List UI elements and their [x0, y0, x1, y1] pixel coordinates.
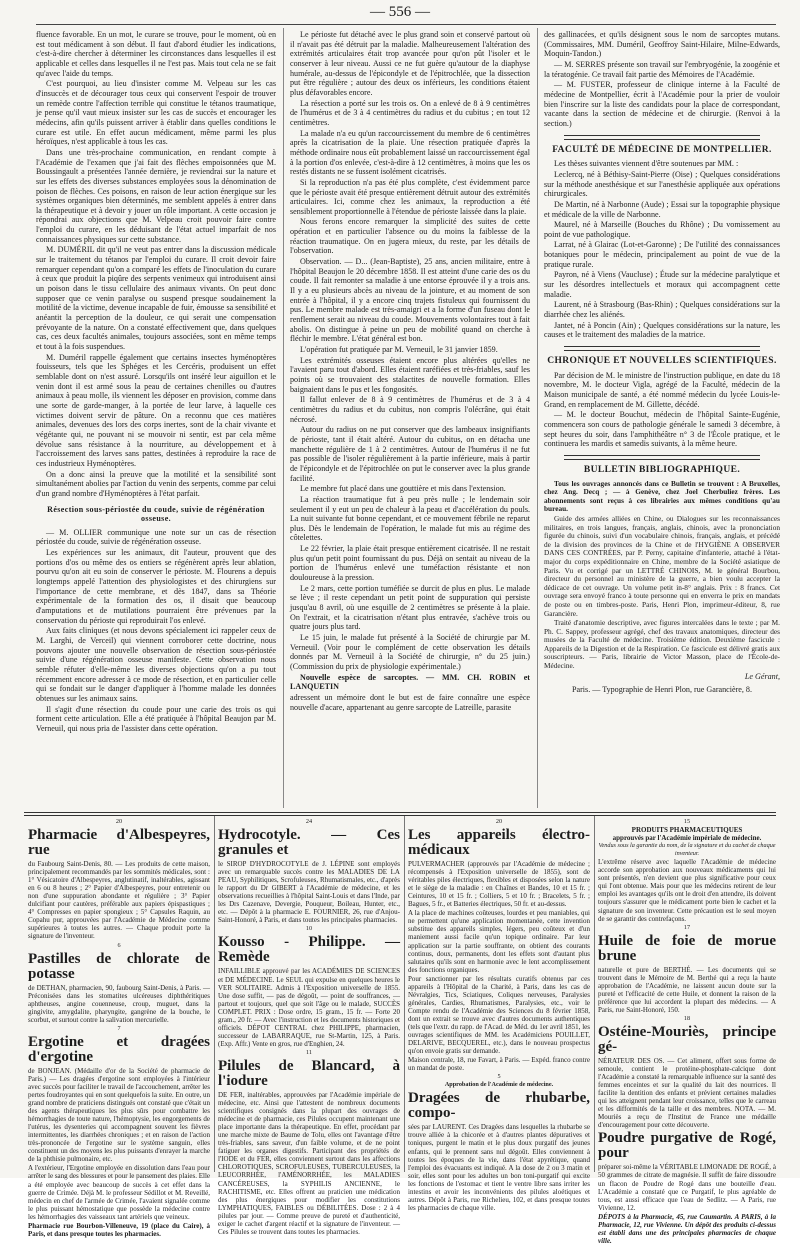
- ad-text: sées par LAURENT. Ces Dragées dans lesquelles la rhubarbe se trouve alliée à la chicorée et à d'autres plantes dépuratives et toniques, purgent le matin et le plus doux purgatif des jeunes enfants, qui le prennent sans nul dégoût. Elles conviennent à toutes les époques de la vie, dans l'état apyrétique, quand l'emploi des évacuants est indiqué. A la dose de 2 ou 3 matin et soir, elles sont pour les adultes un bon toni-purgatif qui excite les fonctions de l'estomac et tient le ventre libre sans irriter les intestins et avoir les inconvénients des pilules aloétiques et autres. Dépôt à Paris, rue Richelieu, 102, et dans presque toutes les pharmacies de chaque ville.: [408, 1123, 590, 1212]
- paragraph: Jantet, né à Poncin (Ain) ; Quelques considérations sur la nature, les causes et le traitement des maladies de la matrice.: [544, 320, 780, 340]
- paragraph: Tous les ouvrages annoncés dans ce Bulletin se trouvent : A Bruxelles, chez Ang. Decq ; — à Genève, chez Joel Cherbuliez frères. Les abonnements sont reçus à ces librairies aux mêmes conditions qu'au bureau.: [544, 478, 780, 514]
- column-divider: [214, 816, 215, 1172]
- ad-heading: PRODUITS PHARMACEUTIQUES: [631, 826, 743, 835]
- ad-text: le SIROP D'HYDROCOTYLE de J. LÉPINE sont employés avec un remarquable succès contre les MALADIES DE LA PEAU, Syphilitiques, Scrofuleuses, Rhumatismales, etc., d'après le rapport du Dr GIBERT à l'Académie de médecine, et les observations recueillies à l'hôpital Saint-Louis et dans l'Inde, par les Drs Cazenave, Devergie, Pouqueur, Boileau, Hunter, etc., etc. — Dépôt à la pharmacie E. FOURNIER, 26, rue d'Anjou-Saint-Honoré, à Paris, et dans toutes les principales pharmacies.: [218, 860, 400, 925]
- paragraph: Le périoste fut détaché avec le plus grand soin et conservé partout où il n'avait pas été détruit par la maladie. Malheureusement l'altération des extrémités articulaires était trop avancée pour qu'on pût l'isoler et le conserver à leur niveau. Aussi ce ne fut guère qu'autour de la diaphyse humérale, au-dessus de l'épicondyle et de l'épitrochlée, que la dissection put être régulière ; autour des deux os inférieurs, les conditions étaient plus défavorables encore.: [290, 30, 530, 97]
- section-heading: CHRONIQUE ET NOUVELLES SCIENTIFIQUES.: [547, 356, 777, 367]
- ad-text: de BONJEAN. (Médaille d'or de la Société de pharmacie de Paris.) — Les dragées d'ergotine sont employées à l'intérieur avec succès pour faciliter le travail de l'accouchement, arrêter les pertes foudroyantes qui en sont quelquefois la suite. En outre, un grand nombre de praticiens distingués ont constaté que c'était un des agents thérapeutiques les plus sûrs pour combattre les hémorrhagies de toute nature, l'hémoptysie, les engorgements de l'utérus, les dysenteries qui accompagnent souvent les fièvres intermittentes, les diarrhées chroniques ; et en raison de l'action très-prononcée de l'ergotine sur le système sanguin, elles constituent un des moyens les plus puissants d'enrayer la marche de la phthisie pulmonaire, etc.: [28, 1066, 210, 1164]
- paragraph: Aux faits cliniques (et nous devons spécialement ici rappeler ceux de M. Larghi, de Verceil) qui viennent corroborer cette doctrine, nous pouvons ajouter une nouvelle observation de résection sous-périostée suivie d'une régénération osseuse manifeste. Cette observation nous semble réfuter d'elle-même les diverses objections qu'on a pu tout récemment encore adresser à ce mode de résection, et en particulier celle qui se fondait sur le danger d'appliquer à l'homme malade les données obtenues sur les animaux sains.: [36, 626, 276, 703]
- ads-divider: [24, 812, 776, 816]
- paragraph: De Martin, né à Narbonne (Aude) ; Essai sur la topographie physique et médicale de la ville de Narbonne.: [544, 199, 780, 219]
- paragraph: Leclercq, né à Béthisy-Saint-Pierre (Oise) ; Quelques considérations sur la méthode anesthésique et sur l'anesthésie appliquée aux opérations chirurgicales.: [544, 169, 780, 199]
- paragraph: M. Duméril rappelle également que certains insectes hyménoptères fouisseurs, tels que les Sphéges et les Cercéris, produisent un effet semblable dont on n'est assuré. Lorsqu'ils ont inséré leur aiguillon et le venin dont il est armé sous la peau de certaines chenilles ou d'autres animaux à peau molle, ils viennent les déposer en provision, comme dans une sorte de garde-manger, à la portée de leur larve, à laquelle ces victimes doivent servir de pâture. On a reconnu que ces matières animales, devenues des lors des corps inertes, sont de la chair vivante et végétante qui, ne pouvant ni se mouvoir ni sentir, est par cela même dévolue sans résistance à la nourriture, au développement et à l'accroissement des larves sans pattes, destinées à reproduire la race de ces industrieux Hyménoptères.: [36, 352, 276, 468]
- ad-text: NÉRATEUR DES OS. — Cet aliment, offert sous forme de semoule, contient le protéine-phosphate-calcique dont l'Académie a constaté la remarquable influence sur la santé des femmes enceintes et sur la qualité du lait des nourrices. Il facilite la dentition des enfants et prévient certaines maladies qui les atteignent pendant leur croissance, telles que le carreau et les difformités de la taille et des membres. NOTA. — M. Mouriès a reçu de l'Institut de France une médaille d'encouragement pour cette découverte.: [598, 1056, 776, 1130]
- paragraph: — M. SERRES présente son travail sur l'embryogénie, la zoogénie et la tératogénie. Ce travail fait partie des Mémoires de l'Académie.: [544, 59, 780, 79]
- paragraph: Les expériences sur les animaux, dit l'auteur, prouvent que des portions d'os ou même des os entiers se régénèrent après leur ablation, pourvu qu'on ait eu soin de conserver le périoste. M. Flourens a depuis longtemps appelé l'attention des physiologistes et des chirurgiens sur l'importance de cette membrane, et dès 1847, dans sa Théorie expérimentale de la formation des os, il disait que beaucoup d'amputations et de mutilations pourraient être prévenues par la conservation du périoste qui reproduirait l'os enlevé.: [36, 548, 276, 625]
- paragraph: fluence favorable. En un mot, le curare se trouve, pour le moment, où en est tout médicament à son début. Il faut d'abord étudier les indications, c'est-à-dire chercher à déterminer les circonstances dans lesquelles il est applicable et celles dans lesquelles il ne l'est pas. Mais tout cela ne se fait qu'avec l'aide du temps.: [36, 30, 276, 78]
- ad-text: préparer soi-même la VÉRITABLE LIMONADE DE ROGÉ, à 50 grammes de citrate de magnésie. Il suffit de faire dissoudre un flacon de Poudre de Rogé dans une bouteille d'eau. L'Académie a constaté que ce Purgatif, le plus agréable de tous, est aussi efficace que l'eau de Sedlitz. — A Paris, rue Vivienne, 12.: [598, 1163, 776, 1212]
- paragraph: Larrat, né à Glairac (Lot-et-Garonne) ; De l'utilité des connaissances botaniques pour le médecin, principalement au point de vue de la pratique rurale.: [544, 240, 780, 269]
- ad-title: Pilules de Blancard, à l'iodure: [218, 1057, 400, 1089]
- ad-title: Ostéine-Mouriès, principe gé-: [598, 1023, 776, 1055]
- column-divider: [594, 816, 595, 1172]
- paragraph: Autour du radius on ne put conserver que des lambeaux insignifiants de périoste, tant il était altéré. Autour du cubitus, on en détacha une manchette régulière de 1 à 2 centimètres. Autour de l'humérus il ne fut pas possible de l'isoler régulièrement à la partie inférieure, mais à partir de l'épicondyle et de l'épitrochlée on put le conserver avec la plus grande facilité.: [290, 425, 530, 483]
- paragraph: Guide des armées alliées en Chine, ou Dialogues sur les reconnaissances militaires, en trois langues, français, anglais, chinois, avec la prononciation figurée du chinois, suivi d'un vocabulaire chinois, français, anglais, et précédé de la division des provinces de la Chine et de l'HYGIÈNE A OBSERVER DANS CES CONTRÉES, par P. Perny, capitaine d'infanterie, attaché à l'état-major du corps expéditionnaire en Chine, membre de la Société asiatique de Paris. Vu et corrigé par un LETTRÉ CHINOIS, M. le général Bourbou, directeur du personnel au ministère de la guerre, a bien voulu accepter la dédicace de cet ouvrage. Un volume petit in-8° anglais. Prix : 8 francs. Cet ouvrage sera envoyé franco à toute personne qui en enverra le prix en mandats de poste ou en timbres-poste. Paris, Henri Plon, imprimeur-éditeur, 8, rue Garancière.: [544, 513, 780, 618]
- paragraph: Maurel, né à Marseille (Bouches du Rhône) ; Du vomissement au point de vue pathologique.: [544, 220, 780, 239]
- ad-text: DE FER, inaltérables, approuvées par l'Académie impériale de médecine, etc. Ainsi que l'attestent de nombreux documents scientifiques consignés dans la plupart des ouvrages de médecine et de pharmacie, ces Pilules occupent maintenant une place importante dans la thérapeutique. En effet, procédant par une marche mixte de Baume de Tolu, elles ont l'avantage d'être très-friables, sans saveur, d'un faible volume, et de ne point fatiguer les organes digestifs. Participant des propriétés de l'IODE et du FER, elles conviennent surtout dans les affections CHLOROTIQUES, SCROFULEUSES, TUBERCULEUSES, la LEUCORRHÉE, l'AMÉNORRHÉE, les MALADIES CANCÉREUSES, la SYPHILIS ANCIENNE, le RACHITISME, etc. Elles offrent au praticien une médication des plus énergiques pour modifier les constitutions LYMPHATIQUES, FAIBLES ou DÉBILITÉES. Dose : 2 à 4 pilules par jour. — Comme preuve de pureté et d'authenticité, exiger le cachet d'argent réactif et la signature de l'inventeur. — Ces Pilules se trouvent dans toutes les pharmacies.: [218, 1090, 400, 1236]
- header-rule: [36, 24, 776, 25]
- paragraph: Nous ferons encore remarquer la simplicité des suites de cette opération et en particulier l'absence ou du moins la faiblesse de la réaction traumatique. On en jugera mieux, du reste, par les détails de l'observation.: [290, 217, 530, 256]
- section-heading: Nouvelle espèce de sarcoptes. — MM. CH. ROBIN et LANQUETIN: [290, 672, 530, 692]
- paragraph: C'est pourquoi, au lieu d'insister comme M. Velpeau sur les cas d'insuccès et de décourager tous ceux qui conservent l'espoir de trouver un remède contre l'affection terrible qui constitue le tétanos traumatique, je pense qu'il vaut mieux insister sur les cas de succès et encourager les médecins, afin qu'ils puissent arriver à établir dans quelles conditions le curare est utile. En effet aucun médicament, même parmi les plus héroïques, n'est applicable à tous les cas.: [36, 79, 276, 147]
- ad-title: Poudre purgative de Rogé, pour: [598, 1130, 776, 1162]
- paragraph: Laurent, né à Strasbourg (Bas-Rhin) ; Quelques considérations sur la diarrhée chez les aliénés.: [544, 300, 780, 320]
- ad-text: du Faubourg Saint-Denis, 80. — Les produits de cette maison, principalement recommandés par les sommités médicales, sont : 1° Vésicatoire d'Albespeyres, anglutinatif, inaltérables, agissant en 6 ou 8 heures ; 2° Papier d'Albespeyres, pour entretenir ou non d'une suppuration abondante et régulière ; 3° Papier dulcifiant pour cautères, préférable aux papiers épispastiques ; 4° Compresses en papier spongieux ; 5° Capsules Raquin, au Copahu pur, approuvées par l'Académie de Médecine comme supérieures à toutes les autres. — Chaque produit porte la signature de l'inventeur.: [28, 860, 210, 941]
- ad-text: de DETHAN, pharmacien, 90, faubourg Saint-Denis, à Paris. — Préconisées dans les stomatites ulcéreuses diphthéritiques aphtheuses, angine couenneuse, croup, muguet, dans la gingivite, amygdalite, pharyngite, gangrène de la bouche, le scorbut, et surtout contre la salivation mercurielle.: [28, 983, 210, 1024]
- paragraph: Payron, né à Viens (Vaucluse) ; Étude sur la médecine paralytique et sur les désordres intellectuels et moraux qui accompagnent cette maladie.: [544, 270, 780, 299]
- ad-text: Maison centrale, 18, rue Favart, à Paris. — Expéd. franco contre un mandat de poste.: [408, 1056, 590, 1073]
- ad-subtitle: Approbation de l'Académie de médecine.: [444, 1081, 554, 1089]
- ad-number: 18: [683, 1014, 691, 1022]
- ad-number: 10: [305, 925, 313, 933]
- ad-number: 17: [683, 923, 691, 931]
- ad-title: Hydrocotyle. — Ces granules et: [218, 827, 400, 859]
- column-divider: [537, 28, 538, 808]
- paragraph: Les extrémités osseuses étaient encore plus altérées qu'elles ne l'avaient paru tout d'abord. Elles étaient raréfiées et très-friables, sauf les points où se trouvaient des stalactites de nouvelle formation. Elles baignaient dans le pus et les fongosités.: [290, 355, 530, 394]
- ad-number: 24: [305, 818, 313, 825]
- ad-number: 15: [683, 818, 691, 825]
- ad-title: Ergotine et dragées d'ergotine: [28, 1033, 210, 1065]
- advertisement-column-1: [28, 818, 210, 1238]
- ad-text: DÉPOTS à la Pharmacie, 45, rue Caumartin. A PARIS, à la Pharmacie, 12, rue Vivienne. Un dépôt des produits ci-dessus est établi dans une des principales pharmacies de chaque ville.: [598, 1212, 776, 1245]
- ad-text: PULVERMACHER (approuvés par l'Académie de médecine ; récompensés à l'Exposition universelle de 1855), sont de véritables piles électriques, flexibles et disposées selon la nature et le siège de la maladie : en Chaînes et Bandes, 10 et 15 fr. ; Ceintures, 10 et 15 fr. ; Colliers, 5 et 10 fr. ; Bracelets, 5 fr. ; Bagues, 5 fr., et Batteries électriques, 50 fr. et au-dessus.: [408, 860, 590, 909]
- ad-title: Pharmacie d'Albespeyres, rue: [28, 827, 210, 859]
- section-heading: Résection sous-périostée du coude, suivie de régénération osseuse.: [47, 504, 265, 524]
- paragraph: Il fallut enlever de 8 à 9 centimètres de l'humérus et de 3 à 4 centimètres du radius et du cubitus, non compris l'olécrâne, qui était nécrosé.: [290, 395, 530, 424]
- paragraph: Le membre fut placé dans une gouttière et mis dans l'extension.: [300, 484, 506, 494]
- ad-heading: approuvés par l'Académie impériale de médecine.: [612, 834, 762, 843]
- paragraph: des gallinacées, et qu'ils désignent sous le nom de sarcoptes mutans. (Commissaires, MM. Duméril, Geoffroy Saint-Hilaire, Milne-Edwards, Moquin-Tandon.): [544, 30, 780, 59]
- advertisement-column-3: [408, 818, 590, 1212]
- section-rule: [564, 346, 760, 351]
- ad-title: Les appareils électro-médicaux: [408, 827, 590, 859]
- column-1: [36, 30, 276, 805]
- paragraph: Observation. — D... (Jean-Baptiste), 25 ans, ancien militaire, entre à l'hôpital Beaujon le 20 décembre 1858. Il est atteint d'une carie des os du coude. Il fait remonter sa maladie à une entorse éprouvée il y a trois ans. Il y a eu plusieurs abcès au niveau de la jointure, et au moment de son entrée à l'hôpital, il y a encore cinq trajets fistuleux qui fournissent du pus. Le membre malade est très-amaigri et a la forme d'un fuseau dont le renflement serait au niveau du coude. Mouvements volontaires tout à fait abolis. On distingue à peine un peu de mobilité quand on cherche à fléchir le membre. L'état général est bon.: [290, 257, 530, 344]
- ad-text: L'extrême réserve avec laquelle l'Académie de médecine accorde son approbation aux nouveaux médicaments qui lui sont présentés, n'en devient que plus significative pour ceux qui l'ont obtenue. Mais pour que les médecins retirent de leur emploi les avantages qu'ils ont le droit d'en attendre, ils doivent toujours s'assurer que le médicament porte bien le cachet et la signature de son inventeur. Cette précaution est le seul moyen de se garantir des contrefaçons.: [598, 858, 776, 923]
- paragraph: M. DUMÉRIL dit qu'il ne veut pas entrer dans la discussion médicale sur le traitement du tétanos par l'emploi du curare. Il croit devoir faire remarquer cependant qu'on a comparé les effets de l'inoculation du curare à ceux que produit la piqûre des serpents venimeux qui introduisent ainsi un poison dans le tissu cellulaire des animaux vivants. On peut donc supposer que ce venin paralyse ou suspend presque soudainement la motilité de la victime, devenue incapable de fuir, émousse sa sensibilité et anéantit la perception de la douleur, ce qui serait une compensation prévoyante de la nature. On a constaté effectivement que, dans quelques cas, ces deux facultés animales, toujours associées, sont en même temps et tout à la fois suspendues.: [36, 245, 276, 351]
- paragraph: Le 2 mars, cette portion tuméfiée se durcit de plus en plus. Le malade se lève ; il reste cependant un petit point de suppuration qui persiste jusqu'au 8 avril, où une esquille de 2 centimètres se présente à la plaie. On l'extrait, et la cicatrisation n'étant plus entravée, s'achève trois ou quatre jours plus tard.: [290, 583, 530, 632]
- section-rule: [564, 135, 760, 140]
- paragraph: Par décision de M. le ministre de l'instruction publique, en date du 18 novembre, M. le docteur Vigla, agrégé de la Faculté, médecin de la Maison municipale de santé, a été nommé médecin du lycée Louis-le-Grand, en remplacement de M. Gillette, décédé.: [544, 370, 780, 409]
- paragraph: Le 22 février, la plaie était presque entièrement cicatrisée. Il ne restait plus qu'un petit point fournissant du pus. Déjà on sentait au niveau de la portion de l'humérus enlevé une tuméfaction résistante et non douloureuse à la pression.: [290, 544, 530, 583]
- ad-title: Dragées de rhubarbe, compo-: [408, 1090, 590, 1122]
- ad-text: INFAILLIBLE approuvé par les ACADÉMIES DE SCIENCES et DE MÉDECINE. Le SEUL qui expulse en quelques heures le VER SOLITAIRE. Admis à l'Exposition universelle de 1855. Une dose suffit, — pas de dégoût, — point de souffrances, — partout et toujours, quel que soit l'âge ou le malade, SUCCÈS COMPLET. PRIX : Dose ordre, 15 gram., 15 fr. — Forte 20 gram., 20 fr. — Avec l'instruction et les documents historiques et officiels. DÉPOT CENTRAL chez PHILIPPE, pharmacien, successeur de LABARRAQUE, rue St-Martin, 125, à Paris. (Exp. Affr.) Vente en gros, rue d'Enghien, 24.: [218, 967, 400, 1048]
- ad-text: naturelle et pure de BERTHÉ. — Les documents qui se trouvent dans le Mémoire de M. Berthé qui a reçu la haute approbation de l'Académie, ne laissent aucun doute sur la pureté et l'efficacité de cette Huile, et donnent la raison de la préférence que lui accordent la plupart des médecins. — A Paris, rue Saint-Honoré, 150.: [598, 965, 776, 1014]
- paragraph: On a donc ainsi la preuve que la motilité et la sensibilité sont simultanément abolies par l'action du venin des serpents, comme par celui d'un grand nombre d'Hyménoptères à l'état parfait.: [36, 469, 276, 498]
- paragraph: Traité d'anatomie descriptive, avec figures intercalées dans le texte ; par M. Ph. C. Sappey, professeur agrégé, chef des travaux anatomiques, directeur des musées de la Faculté de médecine. Troisième édition. Deuxième fascicule : Appareils de la Digestion et de la Respiration. Ce fascicule est délivré gratis aux souscripteurs. — Paris, librairie de Victor Masson, place de l'École-de-Médecine.: [544, 618, 780, 671]
- signature-label: Le Gérant,: [744, 671, 780, 681]
- paragraph: Si la reproduction n'a pas été plus complète, c'est évidemment parce que le périoste avait été presque entièrement détruit autour des extrémités articulaires. Ici, comme chez les animaux, la reproduction a été sensiblement proportionnelle à l'étendue de périoste laissée dans la plaie.: [290, 177, 530, 216]
- ad-number: 20: [495, 818, 503, 825]
- paragraph: La malade n'a eu qu'un raccourcissement du membre de 6 centimètres après la cicatrisation de la plaie. Une résection pratiquée d'après la méthode ordinaire nous eût probablement laissé un raccourcissement égal à la portion d'os enlevée, c'est-à-dire à 12 centimètres, à moins que les os restés distants ne se fussent isolément cicatrisés.: [290, 128, 530, 177]
- section-heading: BULLETIN BIBLIOGRAPHIQUE.: [583, 464, 741, 475]
- paragraph: La résection a porté sur les trois os. On a enlevé de 8 à 9 centimètres de l'humérus et de 3 à 4 centimètres du radius et du cubitus ; en tout 12 centimètres.: [290, 98, 530, 127]
- advertisement-column-2: [218, 818, 400, 1236]
- ad-text: Pour sanctionner par les résultats curatifs obtenus par ces appareils à l'Hôpital de la Charité, à Paris, dans les cas de Névralgies, Tics, Sciatiques, Coliques nerveuses, Paralysies générales, Cardies, Rhumatismes, Paralysies, etc., voir le Compte rendu de l'Académie des Sciences du 8 février 1858, dont un extrait se trouve avec d'autres documents authentiques (tels que l'extr. du rapp. de l'Acad. de Méd. du 1er avril 1851, les ouvrages scientifiques de MM. les Académiciens POUILLET, DELARIVE, BECQUEREL, etc.), dans le nouveau prospectus qu'on envoie gratis sur demande.: [408, 974, 590, 1056]
- column-divider: [404, 816, 405, 1172]
- ad-text: Pharmacie rue Bourbon-Villeneuve, 19 (place du Caire), à Paris, et dans presque toutes les pharmacies.: [28, 1221, 210, 1238]
- ad-number: 11: [306, 1048, 312, 1056]
- ad-title: Pastilles de chlorate de potasse: [28, 950, 210, 982]
- ad-number: 20: [115, 818, 123, 825]
- paragraph: adressent un mémoire dont le but est de faire connaître une espèce nouvelle d'acare, appartenant au genre sarcopte de Latreille, parasite: [290, 692, 530, 712]
- page-number: — 556 —: [370, 4, 430, 20]
- ad-text: A l'extérieur, l'Ergotine employée en dissolution dans l'eau pour arrêter le sang des blessures et pour le pansement des plaies. Elle a été employée avec beaucoup de succès à cet effet dans la guerre de Crimée. Déjà M. le professeur Sédillot et M. Reveillé, médecin en chef de l'armée de Crimée, l'avaient signalée comme le plus puissant hémostatique que possède la médecine contre les hémorrhagies des vaisseaux tant artériels que veineux.: [28, 1164, 210, 1221]
- ad-number: 7: [117, 1024, 121, 1032]
- ad-title: Kousso - Philippe. — Remède: [218, 934, 400, 966]
- ad-number: 5: [497, 1073, 501, 1081]
- advertisement-column-4: [598, 818, 776, 1245]
- column-divider: [283, 28, 284, 808]
- ad-number: 6: [117, 941, 121, 949]
- section-rule: [564, 455, 760, 460]
- printer-line: Paris. — Typographie de Henri Plon, rue Garancière, 8.: [572, 685, 752, 695]
- paragraph: Le 15 juin, le malade fut présenté à la Société de chirurgie par M. Verneuil. (Voir pour le complément de cette observation les détails donnés par M. Verneuil à la Société de chirurgie, n° du 25 juin.) (Commission du prix de physiologie expérimentale.): [290, 633, 530, 671]
- paragraph: — M. le docteur Bouchut, médecin de l'hôpital Sainte-Eugénie, commencera son cours de pathologie générale le samedi 3 décembre, à sept heures du soir, dans l'amphithéâtre n° 3 de l'École pratique, et le continuera les mardis et samedis suivants, à la même heure.: [544, 410, 780, 449]
- paragraph: L'opération fut pratiquée par M. Verneuil, le 31 janvier 1859.: [300, 345, 498, 354]
- column-3: [544, 30, 780, 805]
- paragraph: Dans une très-prochaine communication, en rendant compte à l'Académie de l'examen que j'ai fait des flèches empoisonnées que M. Boussingault a présentées l'année dernière, je reviendrai sur la nature et sur les effets des diverses substances employées sous la dénomination de poison de flèches. Ces poisons, en raison de leur action énergique sur les systèmes organiques bien déterminés, me semblent appelés à entrer dans la thérapeutique et à devoir y jouer un rôle important. A cette occasion je répondrai aux objections que M. Velpeau croit pouvoir faire contre l'emploi du curare, en les déduisant de l'état actuel imparfait de nos connaissances physiques sur cette substance.: [36, 147, 276, 244]
- section-heading: FACULTÉ DE MÉDECINE DE MONTPELLIER.: [552, 144, 772, 155]
- ad-text: A la place de machines coûteuses, lourdes et peu maniables, qui ne permettent qu'une application momentanée, cette invention substitue des appareils simples, légers, peu coûteux et d'un maniement aussi facile qu'un topique ordinaire. Par leur application sur la partie souffrante, on obtient des courants continus, doux, permanents, dont les effets sont d'autant plus salutaires qu'ils sont en harmonie avec le lent accomplissement des fonctions organiques.: [408, 909, 590, 974]
- ad-title: Huile de foie de morue brune: [598, 932, 776, 964]
- paragraph: Il s'agit d'une résection du coude pour une carie des trois os qui forment cette articulation. Elle a été pratiquée à l'hôpital Beaujon par M. Verneuil, qui nous pria de l'assister dans cette opération.: [36, 704, 276, 733]
- column-2: [290, 30, 530, 805]
- paragraph: La réaction traumatique fut à peu près nulle ; le lendemain soir seulement il y eut un peu de chaleur à la peau et d'accélération du pouls. La nuit suivante fut bonne cependant, et ce mouvement fébrile ne reparut plus. Dès le lendemain de l'opération, le malade fut mis au régime des côtelettes.: [290, 494, 530, 543]
- paragraph: — M. FUSTER, professeur de clinique interne à la Faculté de médecine de Montpellier, écrit à l'Académie pour la prier de vouloir bien l'inscrire sur la liste des candidats pour la place de correspondant, vacante dans la section de médecine et de chirurgie. (Renvoi à la section.): [544, 80, 780, 128]
- paragraph: Les thèses suivantes viennent d'être soutenues par MM. :: [554, 159, 739, 169]
- paragraph: — M. OLLIER communique une note sur un cas de résection périostée du coude, suivie de régénération osseuse.: [36, 527, 276, 547]
- ad-heading: Vendus sous la garantie du nom, de la signature et du cachet de chaque inventeur.: [598, 842, 776, 858]
